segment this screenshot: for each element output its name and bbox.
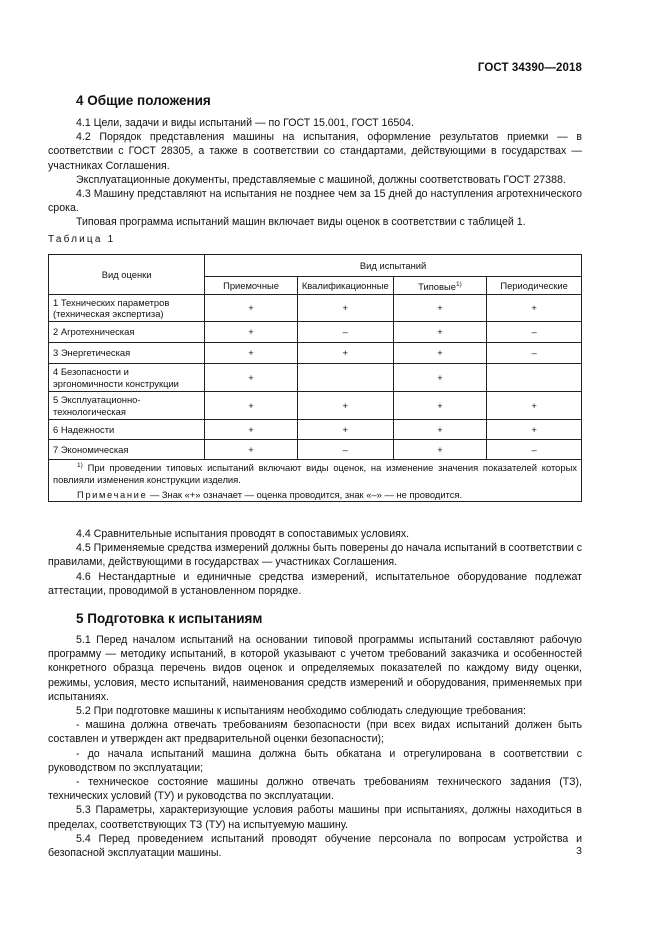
row-label: 1 Технических параметров (техническая экспертиза) bbox=[49, 295, 205, 322]
header-vid-ispytaniy: Вид испытаний bbox=[205, 255, 582, 277]
paragraph: 4.1 Цели, задачи и виды испытаний — по ГОСТ 15.001, ГОСТ 16504. bbox=[76, 117, 414, 129]
table-cell: + bbox=[487, 392, 582, 420]
table-cell: + bbox=[205, 295, 298, 322]
column-header: Приемочные bbox=[205, 277, 298, 295]
after-table-text bbox=[48, 527, 582, 598]
paragraph: 4.4 Сравнительные испытания проводят в сопоставимых условиях. bbox=[76, 528, 410, 540]
table-cell: + bbox=[297, 295, 393, 322]
footnote-ref: 1) bbox=[455, 280, 462, 288]
table-header-row bbox=[49, 255, 582, 277]
section-4-title: 4 Общие положения bbox=[76, 93, 211, 108]
section-5-text bbox=[48, 633, 582, 860]
table-cell: + bbox=[297, 392, 393, 420]
table-cell: + bbox=[297, 420, 393, 440]
footnote-text bbox=[53, 460, 577, 485]
list-item: - до начала испытаний машина должна быть обкатана и отрегулирована в соответствии с руководством по эксплуатации; bbox=[48, 747, 582, 774]
table-cell: + bbox=[487, 420, 582, 440]
table-cell: + bbox=[393, 440, 487, 460]
paragraph: 5.4 Перед проведением испытаний проводят обучение персонала по вопросам устройства и безопасной эксплуатации машины. bbox=[48, 832, 582, 860]
paragraph: 5.2 При подготовке машины к испытаниям необходимо соблюдать следующие требования: bbox=[76, 705, 526, 718]
paragraph: 4.2 Порядок представления машины на испытания, оформление результатов приемки — в соответствии с ГОСТ 28305, а также в соответствии со стандартами, действующими в государствах — участниках Соглашения. bbox=[48, 131, 582, 172]
table-cell: + bbox=[205, 322, 298, 343]
row-label: 5 Эксплуатационно-технологическая bbox=[49, 392, 205, 420]
table-row bbox=[49, 420, 582, 440]
section-4-text bbox=[48, 116, 582, 230]
footnote-mark: 1) bbox=[77, 462, 83, 469]
table-footnote-row bbox=[49, 460, 582, 502]
table-cell: + bbox=[393, 295, 487, 322]
table-cell: – bbox=[487, 343, 582, 364]
table-row bbox=[49, 295, 582, 322]
paragraph: 4.6 Нестандартные и единичные средства измерений, испытательное оборудование подлежат аттестации, проводимой в установленном порядке. bbox=[48, 570, 582, 597]
paragraph: 4.3 Машину представляют на испытания не позднее чем за 15 дней до наступления агротехнического срока. bbox=[48, 188, 582, 215]
table-cell: + bbox=[205, 440, 298, 460]
list-item: - техническое состояние машины должно отвечать требованиям технического задания (ТЗ), технических условий (ТУ) и руководства по эксплуатации. bbox=[48, 776, 582, 803]
column-header-label: Типовые bbox=[418, 280, 456, 292]
table-cell: + bbox=[393, 392, 487, 420]
row-label: 4 Безопасности и эргономичности конструкции bbox=[49, 364, 205, 392]
table-cell: + bbox=[205, 343, 298, 364]
row-label: 3 Энергетическая bbox=[49, 343, 205, 364]
paragraph: Эксплуатационные документы, представляемые с машиной, должны соответствовать ГОСТ 27388. bbox=[76, 173, 566, 186]
table-row bbox=[49, 392, 582, 420]
table-cell: + bbox=[393, 322, 487, 343]
table-cell bbox=[297, 364, 393, 392]
header-vid-otsenki: Вид оценки bbox=[49, 255, 205, 295]
paragraph: Типовая программа испытаний машин включает виды оценок в соответствии с таблицей 1. bbox=[76, 216, 526, 229]
table-row bbox=[49, 322, 582, 343]
table-cell: + bbox=[205, 420, 298, 440]
row-label: 7 Экономическая bbox=[49, 440, 205, 460]
table-footnote bbox=[49, 460, 582, 502]
note-label: Примечание bbox=[77, 489, 148, 500]
table-cell: – bbox=[487, 322, 582, 343]
page-number: 3 bbox=[576, 845, 582, 857]
column-header bbox=[393, 277, 487, 295]
table-row bbox=[49, 440, 582, 460]
column-header: Квалификационные bbox=[297, 277, 393, 295]
list-item: - машина должна отвечать требованиям безопасности (при всех видах испытаний должен быть составлен и утвержден акт предварительной оценки безопасности); bbox=[48, 719, 582, 746]
table-note bbox=[53, 489, 577, 501]
table-cell: + bbox=[297, 343, 393, 364]
table-cell: – bbox=[487, 440, 582, 460]
note-text: — Знак «+» означает — оценка проводится, знак «–» — не проводится. bbox=[149, 489, 463, 500]
table-cell: + bbox=[393, 420, 487, 440]
table-cell: + bbox=[393, 343, 487, 364]
table-caption: Таблица 1 bbox=[48, 234, 116, 245]
table-cell: + bbox=[393, 364, 487, 392]
paragraph: 5.3 Параметры, характеризующие условия работы машины при испытаниях, должны находиться в пределах, соответствующих ТЗ (ТУ) на испытуемую машину. bbox=[48, 804, 582, 831]
table-cell bbox=[487, 364, 582, 392]
table-cell: – bbox=[297, 440, 393, 460]
column-header: Периодические bbox=[487, 277, 582, 295]
table-cell: + bbox=[205, 392, 298, 420]
row-label: 2 Агротехническая bbox=[49, 322, 205, 343]
document-id: ГОСТ 34390—2018 bbox=[477, 62, 582, 74]
table-row bbox=[49, 364, 582, 392]
table-row bbox=[49, 343, 582, 364]
footnote-body: При проведении типовых испытаний включают виды оценок, на изменение значения показателей которых повлияли изменения конструкции изделия. bbox=[53, 462, 577, 485]
table-1 bbox=[48, 254, 582, 502]
paragraph: 5.1 Перед началом испытаний на основании типовой программы испытаний составляют рабочую программу — методику испытаний, в которой указывают с учетом требований заказчика и особенностей конкретного образца перечень видов оценок и определяемых показателей по каждому виду оценки, режимы, условия, место испытаний, наименования средств измерений и оборудования, применяемых при испытаниях. bbox=[48, 634, 582, 703]
table-cell: – bbox=[297, 322, 393, 343]
table-cell: + bbox=[205, 364, 298, 392]
paragraph: 4.5 Применяемые средства измерений должны быть поверены до начала испытаний в соответствии с правилами, действующими в государствах — участниках Соглашения. bbox=[48, 542, 582, 569]
table-cell: + bbox=[487, 295, 582, 322]
row-label: 6 Надежности bbox=[49, 420, 205, 440]
section-5-title: 5 Подготовка к испытаниям bbox=[76, 611, 263, 626]
